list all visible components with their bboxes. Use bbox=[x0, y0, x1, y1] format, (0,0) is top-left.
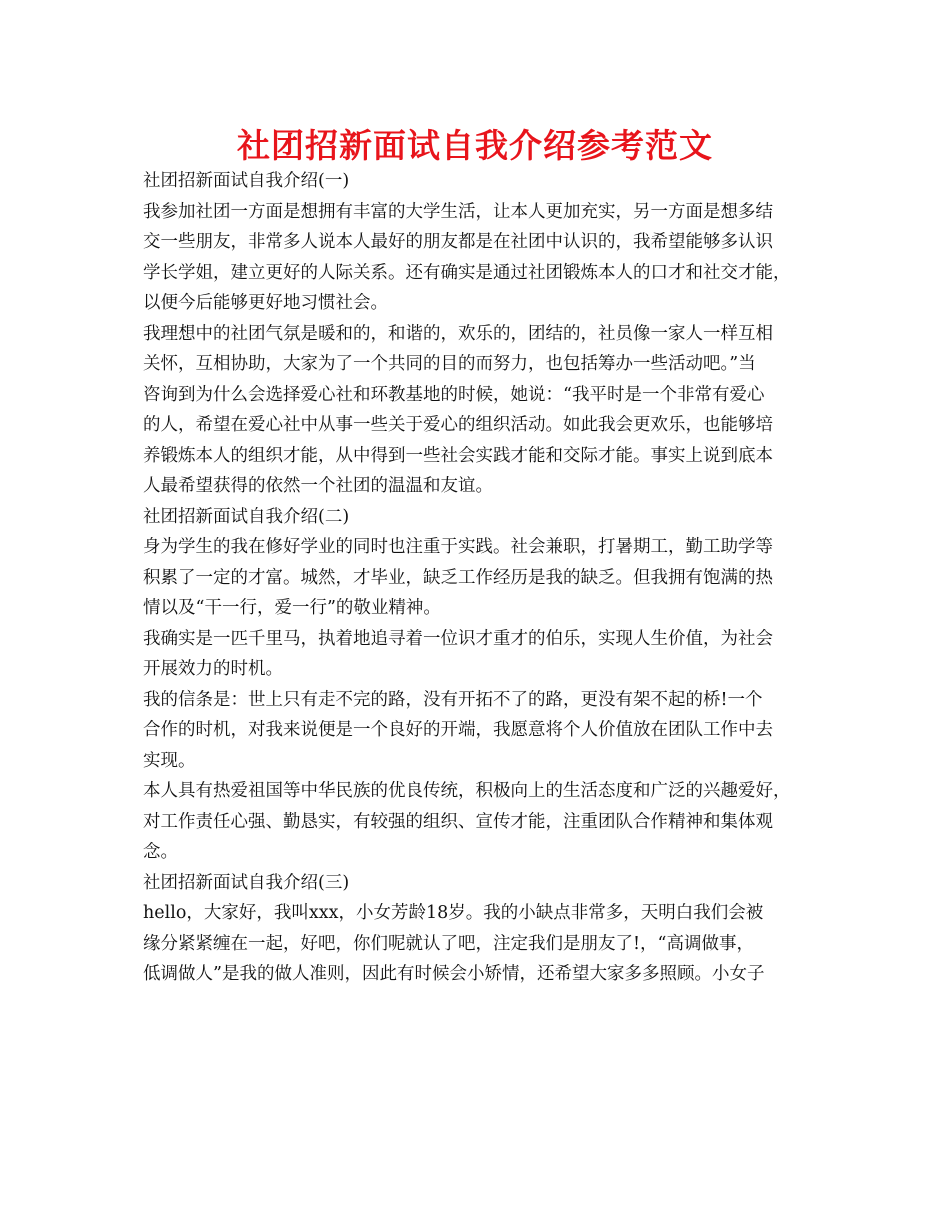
document-title: 社团招新面试自我介绍参考范文 bbox=[237, 126, 713, 165]
text-line: 以便今后能够更好地习惯社会。 bbox=[143, 293, 388, 313]
text-line: 我的信条是：世上只有走不完的路，没有开拓不了的路，更没有架不起的桥!一个 bbox=[143, 689, 763, 710]
text-line: 学长学姐，建立更好的人际关系。还有确实是通过社团锻炼本人的口才和社交才能， bbox=[143, 262, 791, 283]
text-line: 养锻炼本人的组织才能，从中得到一些社会实践才能和交际才能。事实上说到底本 bbox=[143, 445, 773, 466]
text-line: 合作的时机，对我来说便是一个良好的开端，我愿意将个人价值放在团队工作中去 bbox=[143, 720, 773, 740]
text-line: 的人，希望在爱心社中从事一些关于爱心的组织活动。如此我会更欢乐，也能够培 bbox=[143, 415, 773, 435]
text-line: 低调做人”是我的做人准则，因此有时候会小矫情，还希望大家多多照顾。小女子 bbox=[143, 964, 765, 984]
text-line: 交一些朋友，非常多人说本人最好的朋友都是在社团中认识的，我希望能够多认识 bbox=[143, 232, 773, 252]
text-line: 开展效力的时机。 bbox=[143, 659, 283, 679]
text-line: 对工作责任心强、勤恳实，有较强的组织、宣传才能，注重团队合作精神和集体观 bbox=[143, 811, 773, 832]
text-line: 缘分紧紧缠在一起，好吧，你们呢就认了吧，注定我们是朋友了!，“高调做事， bbox=[143, 933, 754, 954]
document-body bbox=[143, 166, 811, 990]
text-line: 情以及“干一行，爱一行”的敬业精神。 bbox=[143, 598, 441, 618]
section-heading-1: 社团招新面试自我介绍(一) bbox=[143, 171, 350, 191]
text-line: 关怀，互相协助，大家为了一个共同的目的而努力，也包括筹办一些活动吧。”当 bbox=[143, 354, 756, 374]
text-line: 本人具有热爱祖国等中华民族的优良传统，积极向上的生活态度和广泛的兴趣爱好， bbox=[143, 781, 791, 801]
text-line: 念。 bbox=[143, 842, 178, 862]
text-line: 咨询到为什么会选择爱心社和环教基地的时候，她说：“我平时是一个非常有爱心 bbox=[143, 384, 765, 405]
section-heading-2: 社团招新面试自我介绍(二) bbox=[143, 506, 350, 527]
text-line: hello，大家好，我叫xxx，小女芳龄18岁。我的小缺点非常多，天明白我们会被 bbox=[143, 903, 764, 923]
text-line: 积累了一定的才富。城然，才毕业，缺乏工作经历是我的缺乏。但我拥有饱满的热 bbox=[143, 567, 773, 588]
section-heading-3: 社团招新面试自我介绍(三) bbox=[143, 872, 350, 893]
text-line: 我确实是一匹千里马，执着地追寻着一位识才重才的伯乐，实现人生价值，为社会 bbox=[143, 628, 773, 649]
text-line: 我理想中的社团气氛是暖和的，和谐的，欢乐的，团结的，社员像一家人一样互相 bbox=[143, 323, 773, 344]
text-line: 身为学生的我在修好学业的同时也注重于实践。社会兼职，打暑期工，勤工助学等 bbox=[143, 537, 773, 557]
text-line: 人最希望获得的依然一个社团的温温和友谊。 bbox=[143, 476, 493, 496]
text-line: 我参加社团一方面是想拥有丰富的大学生活，让本人更加充实，另一方面是想多结 bbox=[143, 201, 773, 222]
text-line: 实现。 bbox=[143, 750, 196, 771]
